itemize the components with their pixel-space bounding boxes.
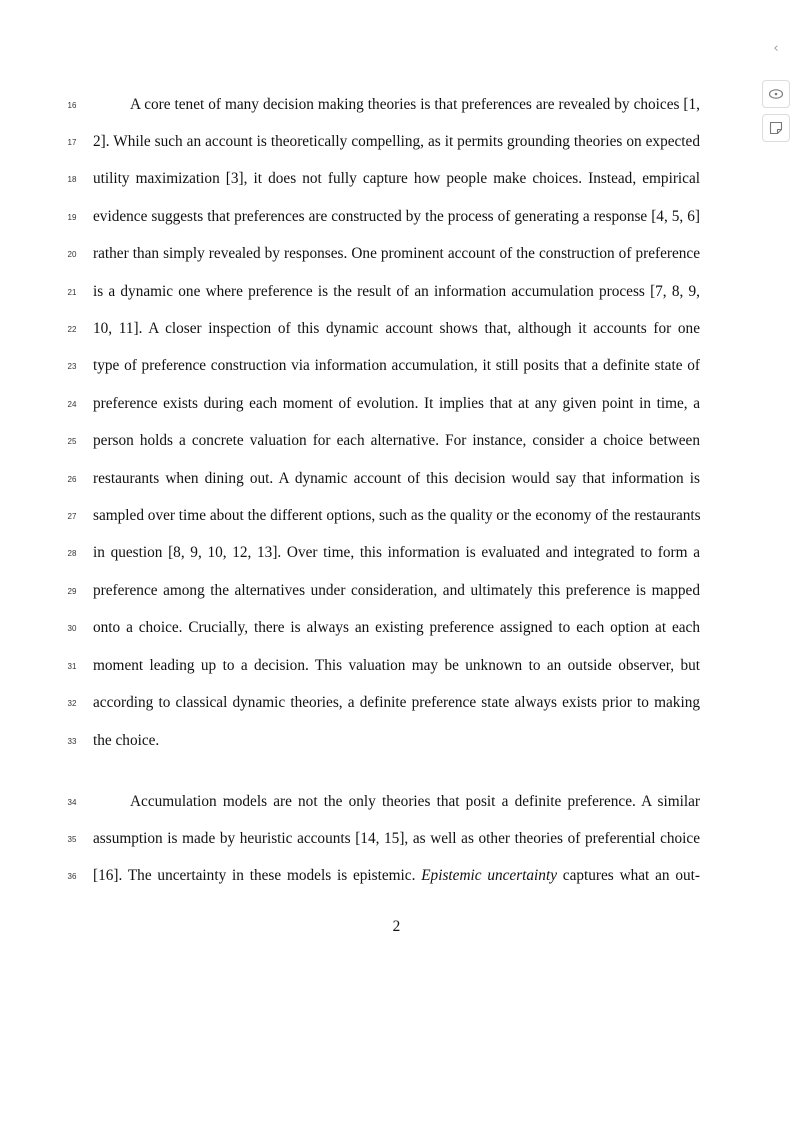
- line-number: 26: [67, 475, 77, 484]
- text-line: [0, 731, 793, 751]
- line-text: onto a choice. Crucially, there is always an existing preference assigned to each option at each: [93, 619, 700, 636]
- eye-icon: [768, 88, 784, 100]
- line-text: moment leading up to a decision. This valuation may be unknown to an outside observer, but: [93, 657, 700, 674]
- text-line: [0, 543, 793, 563]
- line-text: evidence suggests that preferences are constructed by the process of generating a response [4, 5, 6]: [93, 208, 700, 225]
- line-text: person holds a concrete valuation for each alternative. For instance, consider a choice between: [93, 432, 700, 449]
- text-line: [0, 506, 793, 526]
- line-number: 23: [67, 362, 77, 371]
- line-text: preference among the alternatives under consideration, and ultimately this preference is mapped: [93, 582, 700, 599]
- line-number: 30: [67, 624, 77, 633]
- line-text: according to classical dynamic theories, a definite preference state always exists prior to making: [93, 694, 700, 711]
- line-number: 36: [67, 872, 77, 881]
- line-text-post: captures what an out-: [557, 867, 700, 884]
- text-line: [0, 244, 793, 264]
- line-text: type of preference construction via information accumulation, it still posits that a definite state of: [93, 357, 700, 374]
- line-number: 34: [67, 798, 77, 807]
- line-text: the choice.: [93, 732, 160, 749]
- line-text: Accumulation models are not the only theories that posit a definite preference. A similar: [130, 793, 700, 810]
- line-number: 31: [67, 662, 77, 671]
- text-line: [0, 656, 793, 676]
- line-text: 10, 11]. A closer inspection of this dynamic account shows that, although it accounts for one: [93, 320, 700, 337]
- line-number: 22: [67, 325, 77, 334]
- line-number: 19: [67, 213, 77, 222]
- line-number: 35: [67, 835, 77, 844]
- line-number: 27: [67, 512, 77, 521]
- text-line: [0, 132, 793, 152]
- text-line: [0, 693, 793, 713]
- line-text: [93, 866, 700, 886]
- line-text: in question [8, 9, 10, 12, 13]. Over time, this information is evaluated and integrated to form a: [93, 544, 700, 561]
- line-number: 29: [67, 587, 77, 596]
- text-line: [0, 356, 793, 376]
- text-line: [0, 282, 793, 302]
- line-text: restaurants when dining out. A dynamic account of this decision would say that information is: [93, 470, 700, 487]
- line-text: A core tenet of many decision making theories is that preferences are revealed by choices [1,: [130, 96, 700, 113]
- line-number: 24: [67, 400, 77, 409]
- line-text: utility maximization [3], it does not fully capture how people make choices. Instead, empirical: [93, 170, 700, 187]
- text-line: [0, 829, 793, 849]
- line-text-pre: [16]. The uncertainty in these models is epistemic.: [93, 867, 422, 884]
- line-text: rather than simply revealed by responses. One prominent account of the construction of preference: [93, 245, 700, 262]
- line-number: 20: [67, 250, 77, 259]
- line-number: 17: [67, 138, 77, 147]
- text-line: [0, 618, 793, 638]
- chevron-left-icon[interactable]: ‹: [773, 41, 779, 56]
- line-number: 25: [67, 437, 77, 446]
- text-line: [0, 394, 793, 414]
- notes-button[interactable]: [762, 114, 790, 142]
- line-number: 32: [67, 699, 77, 708]
- line-text: assumption is made by heuristic accounts [14, 15], as well as other theories of preferential choice: [93, 830, 700, 847]
- line-text: is a dynamic one where preference is the result of an information accumulation process [7, 8, 9,: [93, 283, 700, 300]
- line-text: 2]. While such an account is theoretically compelling, as it permits grounding theories on expected: [93, 133, 700, 150]
- sticky-note-icon: [769, 121, 783, 135]
- text-line: [0, 169, 793, 189]
- line-number: 16: [67, 101, 77, 110]
- line-text: sampled over time about the different options, such as the quality or the economy of the restaurants: [93, 507, 701, 524]
- text-line: [0, 95, 793, 115]
- text-line: [0, 792, 793, 812]
- text-line: [0, 581, 793, 601]
- line-text: preference exists during each moment of evolution. It implies that at any given point in time, a: [93, 395, 700, 412]
- line-number: 21: [67, 288, 77, 297]
- line-number: 33: [67, 737, 77, 746]
- line-number: 18: [67, 175, 77, 184]
- view-toggle-button[interactable]: [762, 80, 790, 108]
- text-line: [0, 469, 793, 489]
- text-line: [0, 207, 793, 227]
- text-line: [0, 319, 793, 339]
- text-line: [0, 866, 793, 886]
- italic-term: Epistemic uncertainty: [421, 867, 557, 884]
- line-number: 28: [67, 549, 77, 558]
- text-line: [0, 431, 793, 451]
- page-number: 2: [392, 918, 401, 935]
